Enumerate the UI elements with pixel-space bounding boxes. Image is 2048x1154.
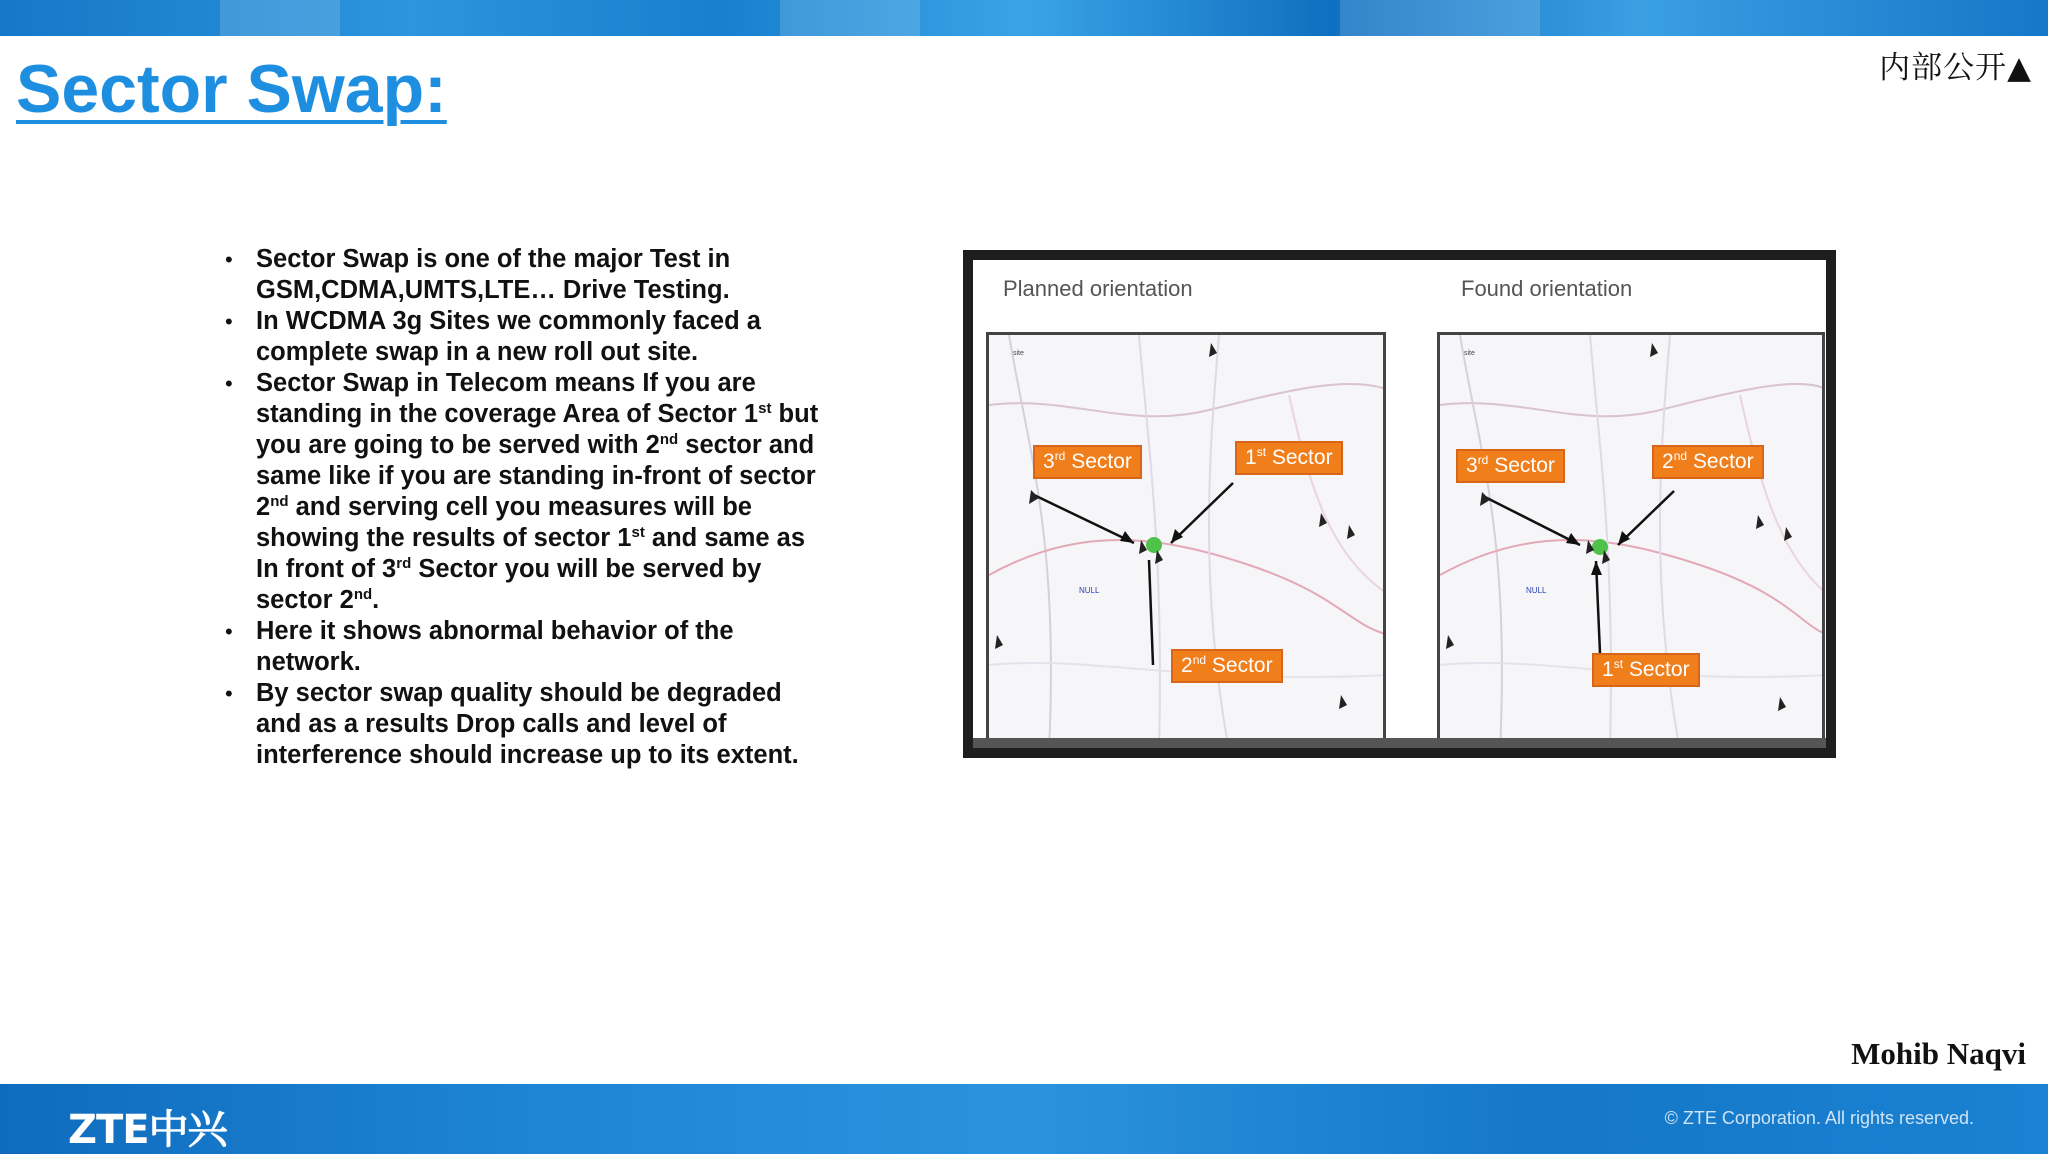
bullet-text: . <box>372 586 380 614</box>
found-sector-label-right: 2nd Sector <box>1652 445 1764 479</box>
bullet-text: Here it shows abnormal behavior of the network. <box>256 617 734 676</box>
classification-label: 内部公开▲ <box>1879 50 2032 86</box>
planned-sector-label-bottom: 2nd Sector <box>1171 649 1283 683</box>
ordinal-suffix: st <box>758 400 772 417</box>
bullet-item <box>222 244 822 306</box>
ordinal-suffix: rd <box>396 555 412 572</box>
zte-logo: ZTE中兴 <box>68 1107 227 1153</box>
bullet-text: In WCDMA 3g Sites we commonly faced a complete swap in a new roll out site. <box>256 307 761 366</box>
top-banner <box>0 0 2048 36</box>
ordinal-suffix: nd <box>270 493 289 510</box>
svg-text:NULL: NULL <box>1526 586 1547 595</box>
bullet-text: Sector Swap is one of the major Test in GSM,CDMA,UMTS,LTE… Drive Testing. <box>256 245 731 304</box>
banner-highlight <box>1340 0 1540 36</box>
ordinal-suffix: nd <box>659 431 679 448</box>
found-sector-label-left: 3rd Sector <box>1456 449 1565 483</box>
bullet-text: but you are going to be served with 2 <box>256 400 819 459</box>
author-name: Mohib Naqvi <box>1851 1036 2026 1071</box>
bullet-text: sector and same like if you are standing in-front of sector 2 <box>256 431 816 521</box>
slide-title: Sector Swap: <box>16 51 447 127</box>
planned-map <box>986 332 1386 748</box>
copyright-notice: © ZTE Corporation. All rights reserved. <box>1664 1108 1974 1128</box>
svg-text:site: site <box>1464 350 1475 357</box>
planned-sector-label-left: 3rd Sector <box>1033 445 1142 479</box>
bullet-text: and same as In front of 3 <box>256 524 806 583</box>
bullet-text: By sector swap quality should be degraded and as a results Drop calls and level of interference should increase up to its extent. <box>256 679 799 769</box>
banner-highlight <box>220 0 340 36</box>
svg-text:site: site <box>1013 350 1024 357</box>
bullet-text: Sector Swap in Telecom means If you are standing in the coverage Area of Sector 1 <box>256 369 759 428</box>
ordinal-suffix: nd <box>353 586 373 603</box>
bullet-item <box>222 678 822 771</box>
found-map <box>1437 332 1825 748</box>
bullet-list <box>222 244 822 771</box>
bullet-item <box>222 306 822 368</box>
svg-text:NULL: NULL <box>1079 586 1100 595</box>
banner-highlight <box>780 0 920 36</box>
sector-orientation-figure <box>963 250 1836 758</box>
found-sector-label-bottom: 1st Sector <box>1592 653 1700 687</box>
bullet-item <box>222 616 822 678</box>
figure-bottom-strip <box>973 738 1826 748</box>
planned-map-graphic <box>989 335 1386 748</box>
planned-orientation-label: Planned orientation <box>1003 276 1193 301</box>
bullet-text: Sector you will be served by sector 2 <box>256 555 762 614</box>
bullet-text: and serving cell you measures will be showing the results of sector 1 <box>256 493 752 552</box>
bottom-banner <box>0 1084 2048 1154</box>
ordinal-suffix: st <box>631 524 645 541</box>
planned-sector-label-right: 1st Sector <box>1235 441 1343 475</box>
bullet-item <box>222 368 822 616</box>
found-orientation-label: Found orientation <box>1461 276 1633 301</box>
